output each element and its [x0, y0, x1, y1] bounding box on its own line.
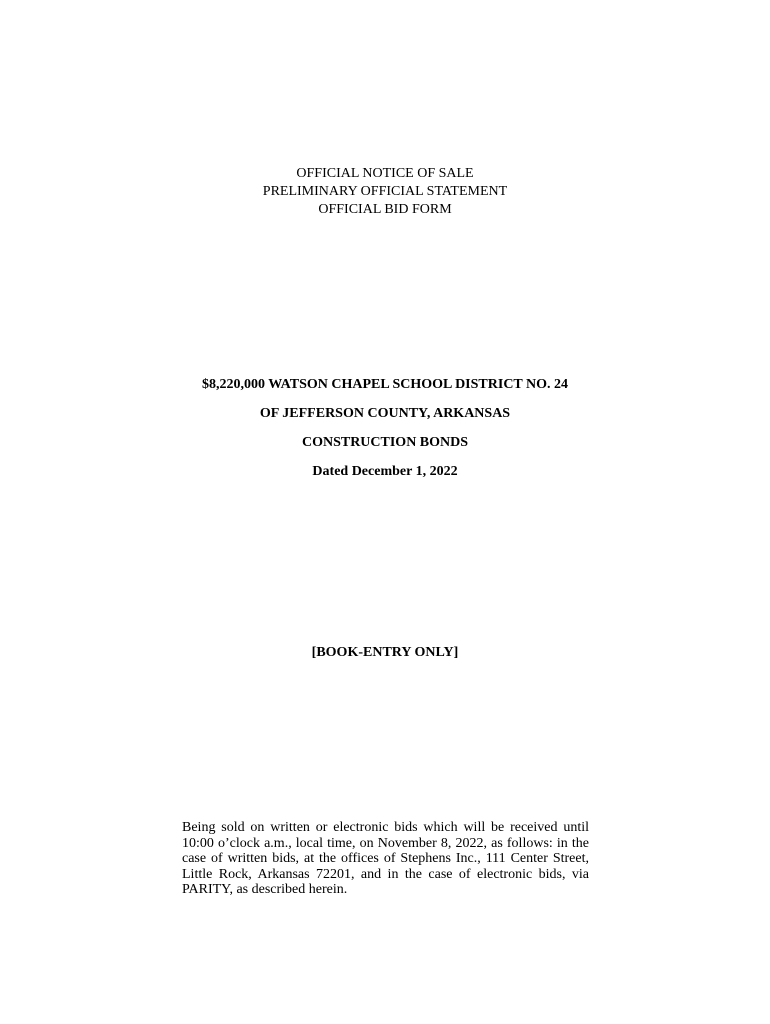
bond-dated: Dated December 1, 2022 [312, 464, 458, 479]
header-line-preliminary-statement: PRELIMINARY OFFICIAL STATEMENT [262, 184, 508, 199]
sale-description-paragraph: Being sold on written or electronic bids which will be received until 10:00 o’clock a.m., local time, on November 8, 2022, as follows: in the case of written bids, at the offices of Stephens Inc., 111 Center Street, Little Rock, Arkansas 72201, and in the case of electronic bids, via PARITY, as described herein. [182, 820, 589, 897]
bond-title-amount: $8,220,000 WATSON CHAPEL SCHOOL DISTRICT NO. 24 [201, 377, 569, 392]
header-line-bid-form: OFFICIAL BID FORM [318, 202, 452, 217]
bond-title-block [0, 376, 770, 492]
book-entry-notice: [BOOK-ENTRY ONLY] [311, 645, 459, 660]
document-header [0, 165, 770, 219]
bond-title-type: CONSTRUCTION BONDS [301, 435, 469, 450]
bond-title-county: OF JEFFERSON COUNTY, ARKANSAS [259, 406, 511, 421]
header-line-notice-of-sale: OFFICIAL NOTICE OF SALE [296, 166, 474, 181]
